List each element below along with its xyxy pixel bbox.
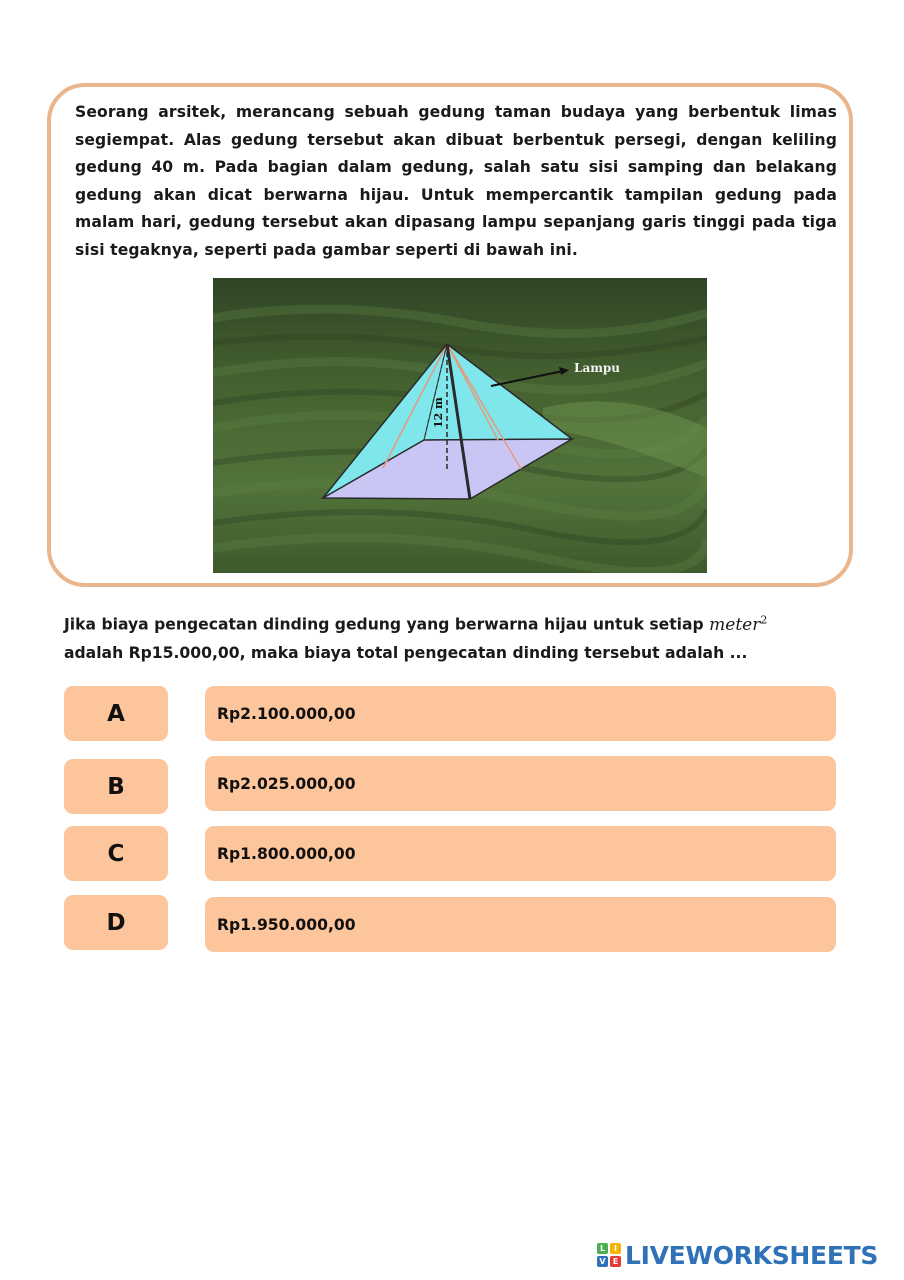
logo-text: LIVEWORKSHEETS: [625, 1240, 879, 1270]
height-label: 12 m: [432, 397, 445, 428]
option-c-letter[interactable]: C: [64, 826, 168, 881]
option-d-letter[interactable]: D: [64, 895, 168, 950]
question-text: Jika biaya pengecatan dinding gedung yang berwarna hijau untuk setiap meter$^2$ adalah Rp15.000,00, maka biaya total pengecatan dinding tersebut adalah ...: [64, 613, 768, 662]
option-d-answer[interactable]: Rp1.950.000,00: [205, 897, 836, 952]
option-a-answer[interactable]: Rp2.100.000,00: [205, 686, 836, 741]
option-a-letter[interactable]: A: [64, 686, 168, 741]
logo-grid-icon: L I V E: [597, 1243, 621, 1267]
unit-math: meter$^2$: [709, 613, 768, 635]
passage-text: Seorang arsitek, merancang sebuah gedung taman budaya yang berbentuk limas segiempat. Alas gedung tersebut akan dibuat berbentuk persegi, dengan keliling gedung 40 m. Pada bagian dalam gedung, salah satu sisi samping dan belakang gedung akan dicat berwarna hijau. Untuk mempercantik tampilan gedung pada malam hari, gedung tersebut akan dipasang lampu sepanjang garis tinggi pada tiga sisi tegaknya, seperti pada gambar seperti di bawah ini.: [75, 103, 837, 259]
option-c-answer[interactable]: Rp1.800.000,00: [205, 826, 836, 881]
liveworksheets-logo[interactable]: [597, 1238, 878, 1272]
lamp-label: Lampu: [574, 361, 621, 375]
option-b-letter[interactable]: B: [64, 759, 168, 814]
option-b-answer[interactable]: Rp2.025.000,00: [205, 756, 836, 811]
passage-card: [47, 83, 853, 587]
pyramid-figure: [213, 278, 707, 573]
